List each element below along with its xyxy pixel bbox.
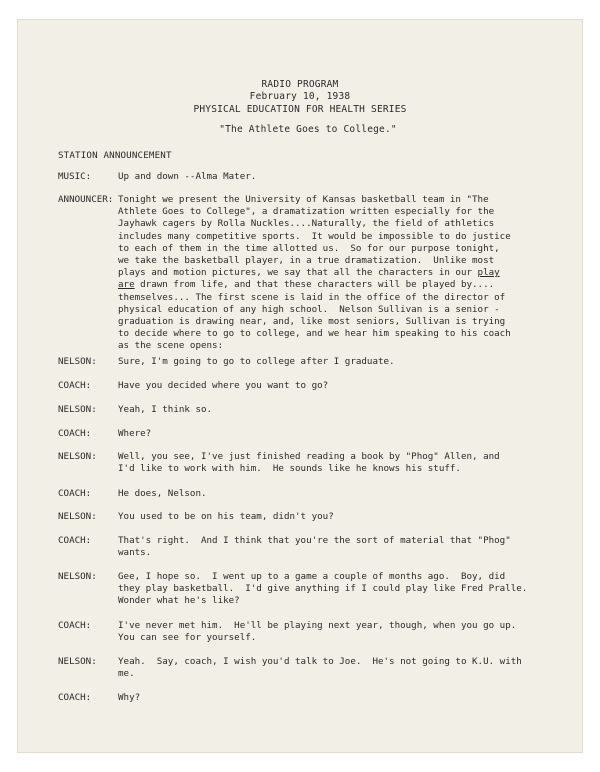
announcer-line: plays and motion pictures, we say that all the characters in our play <box>118 267 500 279</box>
announcer-line: physical education of any high school. Nelson Sullivan is a senior - <box>118 303 500 315</box>
announcer-line: Jayhawk cagers by Rolla Nuckles....Naturally, the field of athletics <box>118 218 495 230</box>
dialogue-line: You used to be on his team, didn't you? <box>118 511 334 522</box>
announcer-line: are drawn from life, and that these characters will be played by.... <box>118 279 495 291</box>
dialogue-line: they play basketball. I'd give anything if I could play like Fred Pralle. <box>118 583 528 595</box>
dialogue-line: me. <box>118 668 135 680</box>
dialogue-line: Well, you see, I've just finished reading a book by "Phog" Allen, and <box>118 451 500 462</box>
announcer-line: Athlete Goes to College", a dramatization written especially for the <box>118 206 495 218</box>
dialogue-line: Yeah. Say, coach, I wish you'd talk to Joe. He's not going to K.U. with <box>118 656 522 667</box>
speaker-label: COACH: <box>58 380 92 391</box>
dialogue-line: He does, Nelson. <box>118 488 207 499</box>
dialogue-line: That's right. And I think that you're the sort of material that "Phog" <box>118 535 511 546</box>
dialogue-line: Yeah, I think so. <box>118 404 213 415</box>
episode-title: "The Athlete Goes to College." <box>219 124 397 135</box>
header-date: February 10, 1938 <box>249 91 351 102</box>
speaker-label: COACH: <box>58 428 92 439</box>
speaker-label: COACH: <box>58 692 92 703</box>
dialogue-line: You can see for yourself. <box>118 632 257 644</box>
dialogue-line: Have you decided where you want to go? <box>118 380 329 391</box>
announcer-line: graduation is drawing near, and, like most seniors, Sullivan is trying <box>118 316 506 327</box>
underlined-word: play <box>477 267 500 279</box>
dialogue-line: wants. <box>118 547 152 559</box>
speaker-label: COACH: <box>58 620 92 631</box>
announcer-line: we take the basketball player, in a true dramatization. Unlike most <box>118 255 495 266</box>
speaker-label: NELSON: <box>58 511 97 522</box>
dialogue-line: Where? <box>118 428 152 439</box>
announcer-line: to each of them in the time allotted us. So for our purpose tonight, <box>118 242 500 254</box>
dialogue-line: Wonder what he's like? <box>118 595 240 607</box>
dialogue-line: Sure, I'm going to go to college after I graduate. <box>118 356 395 367</box>
speaker-label: NELSON: <box>58 404 97 415</box>
speaker-label: COACH: <box>58 488 92 499</box>
announcer-line: includes many competitive sports. It would be impossible to do justice <box>118 230 511 242</box>
dialogue-line: Gee, I hope so. I went up to a game a couple of months ago. Boy, did <box>118 571 506 582</box>
announcer-line: to decide where to go to college, and we hear him speaking to his coach <box>118 328 511 340</box>
dialogue-line: Why? <box>118 692 141 703</box>
station-announcement: STATION ANNOUNCEMENT <box>58 150 172 161</box>
speaker-label: NELSON: <box>58 656 97 667</box>
announcer-label: ANNOUNCER: <box>58 194 114 205</box>
speaker-label: COACH: <box>58 535 92 546</box>
announcer-line: as the scene opens: <box>118 340 224 352</box>
speaker-label: NELSON: <box>58 356 97 367</box>
speaker-label: NELSON: <box>58 451 97 462</box>
announcer-line: Tonight we present the University of Kansas basketball team in "The <box>118 194 489 205</box>
music-text: Up and down --Alma Mater. <box>118 171 257 182</box>
dialogue-line: I've never met him. He'll be playing next year, though, when you go up. <box>118 620 517 631</box>
music-label: MUSIC: <box>58 171 92 182</box>
announcer-line: themselves... The first scene is laid in the office of the director of <box>118 291 506 303</box>
series-title: PHYSICAL EDUCATION FOR HEALTH SERIES <box>193 104 407 115</box>
dialogue-line: I'd like to work with him. He sounds like he knows his stuff. <box>118 463 461 475</box>
speaker-label: NELSON: <box>58 571 97 582</box>
header-line-1: RADIO PROGRAM <box>261 79 339 90</box>
